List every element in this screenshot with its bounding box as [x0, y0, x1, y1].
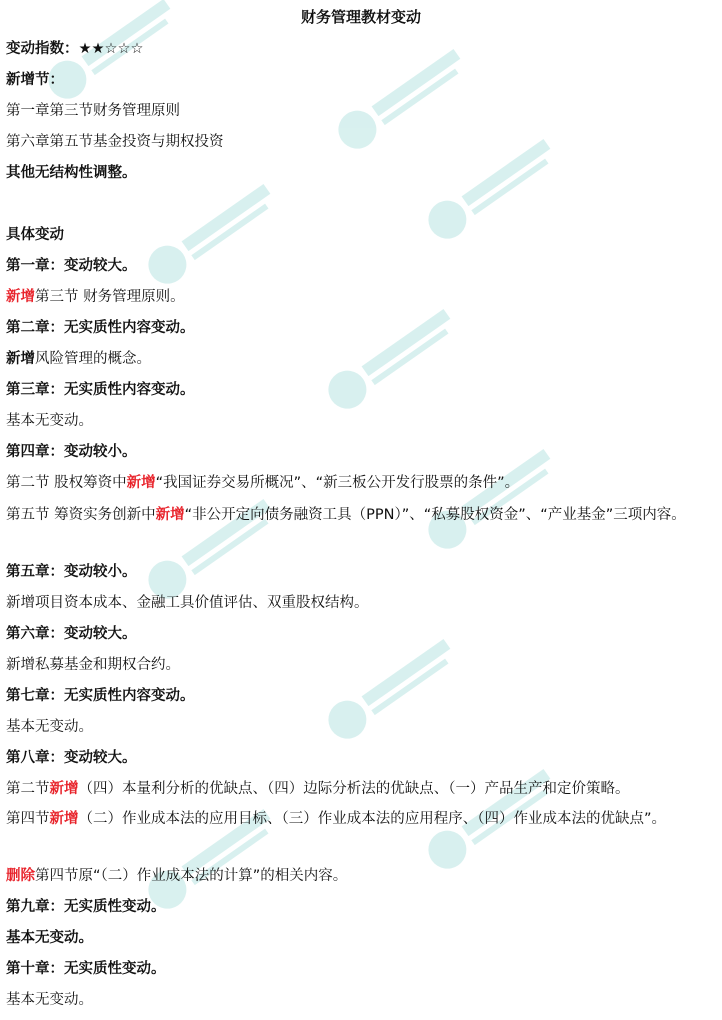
new-section-item: 第一章第三节财务管理原则	[6, 103, 180, 119]
document-title: 财务管理教材变动	[300, 8, 421, 26]
chapter-3-text: 基本无变动。	[6, 413, 93, 429]
chapter-9-text: 基本无变动。	[6, 930, 93, 946]
chapter-7-text: 基本无变动。	[6, 719, 93, 735]
chapter-4-line-1	[6, 471, 714, 495]
chapter-10-heading: 第十章：无实质性变动。	[6, 961, 166, 977]
chapter-1-text	[6, 285, 714, 309]
added-marker: 新增	[6, 289, 35, 305]
chapter-4-heading: 第四章：变动较小。	[6, 444, 137, 460]
change-index-label: 变动指数：	[6, 41, 79, 57]
chapter-8-line-3-detail: 第四节原“（二）作业成本法的计算”的相关内容。	[35, 868, 348, 884]
chapter-8-line-1	[6, 777, 714, 801]
added-marker: 新增	[6, 351, 35, 367]
chapter-8-line-1-detail: （四）本量利分析的优缺点、（四）边际分析法的优缺点、（一）产品生产和定价策略。	[78, 781, 630, 797]
chapter-2-heading: 第二章：无实质性内容变动。	[6, 320, 195, 336]
chapter-2-detail: 风险管理的概念。	[35, 351, 151, 367]
added-marker: 新增	[49, 811, 79, 827]
chapter-6-heading: 第六章：变动较大。	[6, 626, 137, 642]
chapter-4-line-2	[6, 502, 714, 528]
chapter-6-text: 新增私募基金和期权合约。	[6, 657, 180, 673]
chapter-4-line-2-prefix: 第五节 筹资实务创新中	[6, 507, 156, 523]
chapter-5-text: 新增项目资本成本、金融工具价值评估、双重股权结构。	[6, 595, 369, 611]
chapter-8-line-1-prefix: 第二节	[6, 781, 50, 797]
chapter-7-heading: 第七章：无实质性内容变动。	[6, 688, 195, 704]
chapter-4-line-2-detail: “非公开定向债务融资工具（PPN）”、“私募股权资金”、“产业基金”三项内容。	[184, 507, 686, 523]
chapter-10-text: 基本无变动。	[6, 992, 93, 1008]
chapter-1-detail: 第三节 财务管理原则。	[35, 289, 185, 305]
detail-heading: 具体变动	[6, 227, 64, 243]
new-sections-label: 新增节：	[6, 72, 64, 88]
chapter-5-heading: 第五章：变动较小。	[6, 564, 137, 580]
chapter-8-line-3	[6, 864, 714, 888]
added-marker: 新增	[49, 781, 79, 797]
new-section-item: 第六章第五节基金投资与期权投资	[6, 134, 224, 150]
chapter-8-line-2	[6, 806, 714, 832]
deleted-marker: 删除	[6, 868, 35, 884]
chapter-8-heading: 第八章：变动较大。	[6, 750, 137, 766]
added-marker: 新增	[155, 507, 185, 523]
chapter-3-heading: 第三章：无实质性内容变动。	[6, 382, 195, 398]
star-rating: ★★☆☆☆	[78, 41, 144, 57]
chapter-8-line-2-prefix: 第四节	[6, 811, 50, 827]
change-index	[6, 37, 714, 61]
added-marker: 新增	[126, 475, 156, 491]
chapter-8-line-2-detail: （二）作业成本法的应用目标、（三）作业成本法的应用程序、（四）作业成本法的优缺点”。	[78, 811, 667, 827]
other-note: 其他无结构性调整。	[6, 165, 137, 181]
chapter-4-line-1-detail: “我国证券交易所概况”、“新三板公开发行股票的条件”。	[155, 475, 520, 491]
chapter-2-text	[6, 347, 714, 371]
chapter-9-heading: 第九章：无实质性变动。	[6, 899, 166, 915]
chapter-4-line-1-prefix: 第二节 股权筹资中	[6, 475, 127, 491]
chapter-1-heading: 第一章：变动较大。	[6, 258, 137, 274]
